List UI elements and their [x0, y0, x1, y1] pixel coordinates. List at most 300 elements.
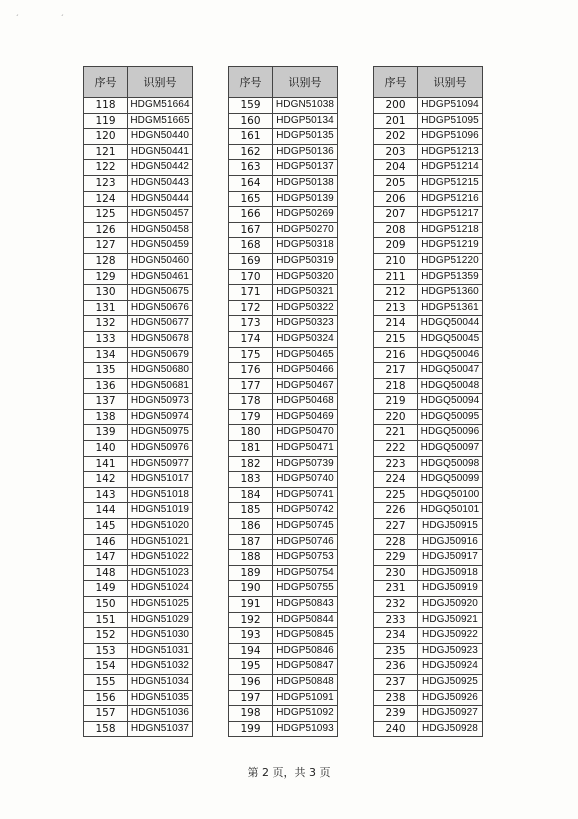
- seq-cell: 179: [229, 409, 273, 425]
- code-cell: HDGN51030: [128, 628, 193, 644]
- code-cell: HDGQ50099: [418, 472, 483, 488]
- code-cell: HDGN50681: [128, 378, 193, 394]
- header-seq: 序号: [84, 67, 128, 98]
- header-code: 识别号: [418, 67, 483, 98]
- seq-cell: 193: [229, 628, 273, 644]
- table-row: [229, 191, 338, 207]
- code-cell: HDGP50322: [273, 300, 338, 316]
- seq-cell: 189: [229, 565, 273, 581]
- code-cell: HDGN51022: [128, 550, 193, 566]
- code-cell: HDGJ50918: [418, 565, 483, 581]
- table-row: [229, 269, 338, 285]
- seq-cell: 127: [84, 238, 128, 254]
- code-cell: HDGN51031: [128, 643, 193, 659]
- seq-cell: 226: [374, 503, 418, 519]
- table-row: [374, 519, 483, 535]
- table-row: [229, 612, 338, 628]
- table-row: [84, 456, 193, 472]
- seq-cell: 209: [374, 238, 418, 254]
- code-cell: HDGJ50917: [418, 550, 483, 566]
- seq-cell: 201: [374, 113, 418, 129]
- code-cell: HDGP50466: [273, 363, 338, 379]
- seq-cell: 198: [229, 706, 273, 722]
- table-row: [374, 316, 483, 332]
- code-cell: HDGP51215: [418, 175, 483, 191]
- table-row: [84, 285, 193, 301]
- table-row: [84, 690, 193, 706]
- seq-cell: 216: [374, 347, 418, 363]
- table-row: [84, 269, 193, 285]
- seq-cell: 169: [229, 253, 273, 269]
- seq-cell: 228: [374, 534, 418, 550]
- seq-cell: 240: [374, 721, 418, 737]
- seq-cell: 138: [84, 409, 128, 425]
- table-row: [374, 503, 483, 519]
- code-cell: HDGN51020: [128, 519, 193, 535]
- code-cell: HDGJ50928: [418, 721, 483, 737]
- table-row: [229, 597, 338, 613]
- code-cell: HDGJ50915: [418, 519, 483, 535]
- table-row: [84, 659, 193, 675]
- table-row: [229, 175, 338, 191]
- table-row: [229, 628, 338, 644]
- table-row: [84, 175, 193, 191]
- table-row: [229, 674, 338, 690]
- code-cell: HDGP50746: [273, 534, 338, 550]
- table-row: [84, 191, 193, 207]
- table-row: [229, 144, 338, 160]
- seq-cell: 194: [229, 643, 273, 659]
- seq-cell: 217: [374, 363, 418, 379]
- seq-cell: 149: [84, 581, 128, 597]
- seq-cell: 125: [84, 207, 128, 223]
- code-cell: HDGP51093: [273, 721, 338, 737]
- table-row: [374, 409, 483, 425]
- table-row: [229, 690, 338, 706]
- seq-cell: 219: [374, 394, 418, 410]
- table-row: [229, 706, 338, 722]
- code-cell: HDGQ50046: [418, 347, 483, 363]
- seq-cell: 137: [84, 394, 128, 410]
- seq-cell: 158: [84, 721, 128, 737]
- seq-cell: 170: [229, 269, 273, 285]
- table-row: [229, 550, 338, 566]
- table-row: [229, 347, 338, 363]
- seq-cell: 233: [374, 612, 418, 628]
- table-row: [84, 331, 193, 347]
- seq-cell: 148: [84, 565, 128, 581]
- table-row: [84, 409, 193, 425]
- seq-cell: 167: [229, 222, 273, 238]
- code-cell: HDGP50136: [273, 144, 338, 160]
- seq-cell: 199: [229, 721, 273, 737]
- table-row: [374, 160, 483, 176]
- table-row: [374, 674, 483, 690]
- code-cell: HDGN51032: [128, 659, 193, 675]
- table-row: [84, 612, 193, 628]
- code-cell: HDGQ50096: [418, 425, 483, 441]
- seq-cell: 236: [374, 659, 418, 675]
- seq-cell: 154: [84, 659, 128, 675]
- table-row: [374, 659, 483, 675]
- code-cell: HDGQ50100: [418, 487, 483, 503]
- code-cell: HDGN50461: [128, 269, 193, 285]
- code-cell: HDGP50847: [273, 659, 338, 675]
- seq-cell: 215: [374, 331, 418, 347]
- code-cell: HDGJ50916: [418, 534, 483, 550]
- code-cell: HDGN50977: [128, 456, 193, 472]
- header-seq: 序号: [374, 67, 418, 98]
- seq-cell: 174: [229, 331, 273, 347]
- code-cell: HDGP50135: [273, 129, 338, 145]
- code-cell: HDGP50755: [273, 581, 338, 597]
- seq-cell: 218: [374, 378, 418, 394]
- code-cell: HDGN50676: [128, 300, 193, 316]
- code-cell: HDGP50753: [273, 550, 338, 566]
- seq-cell: 182: [229, 456, 273, 472]
- seq-cell: 178: [229, 394, 273, 410]
- seq-cell: 162: [229, 144, 273, 160]
- seq-cell: 121: [84, 144, 128, 160]
- table-row: [84, 597, 193, 613]
- table-row: [374, 456, 483, 472]
- page-footer: 第 2 页，共 3 页: [247, 766, 331, 779]
- table-row: [374, 191, 483, 207]
- table-row: [374, 581, 483, 597]
- seq-cell: 237: [374, 674, 418, 690]
- seq-cell: 221: [374, 425, 418, 441]
- table-row: [229, 222, 338, 238]
- table-row: [229, 425, 338, 441]
- seq-cell: 166: [229, 207, 273, 223]
- table-row: [84, 441, 193, 457]
- seq-cell: 180: [229, 425, 273, 441]
- table-row: [374, 534, 483, 550]
- table-row: [374, 550, 483, 566]
- table-row: [229, 238, 338, 254]
- code-cell: HDGP50465: [273, 347, 338, 363]
- table-row: [229, 643, 338, 659]
- seq-cell: 202: [374, 129, 418, 145]
- code-cell: HDGP50324: [273, 331, 338, 347]
- table-row: [229, 456, 338, 472]
- table-row: [374, 472, 483, 488]
- table-row: [229, 300, 338, 316]
- table-row: [374, 222, 483, 238]
- table-row: [84, 160, 193, 176]
- table-row: [374, 98, 483, 114]
- seq-cell: 123: [84, 175, 128, 191]
- table-row: [374, 285, 483, 301]
- table-row: [84, 207, 193, 223]
- seq-cell: 145: [84, 519, 128, 535]
- seq-cell: 164: [229, 175, 273, 191]
- code-cell: HDGQ50097: [418, 441, 483, 457]
- seq-cell: 160: [229, 113, 273, 129]
- table-row: [374, 597, 483, 613]
- seq-cell: 173: [229, 316, 273, 332]
- code-cell: HDGN51029: [128, 612, 193, 628]
- code-cell: HDGQ50094: [418, 394, 483, 410]
- code-cell: HDGQ50095: [418, 409, 483, 425]
- seq-cell: 130: [84, 285, 128, 301]
- table-row: [84, 643, 193, 659]
- code-cell: HDGN50457: [128, 207, 193, 223]
- seq-cell: 135: [84, 363, 128, 379]
- code-cell: HDGP50138: [273, 175, 338, 191]
- code-cell: HDGP50468: [273, 394, 338, 410]
- code-cell: HDGJ50926: [418, 690, 483, 706]
- table-row: [84, 129, 193, 145]
- table-row: [229, 581, 338, 597]
- code-cell: HDGP50323: [273, 316, 338, 332]
- table-row: [229, 331, 338, 347]
- code-cell: HDGM51665: [128, 113, 193, 129]
- code-cell: HDGP50321: [273, 285, 338, 301]
- code-cell: HDGN51036: [128, 706, 193, 722]
- header-seq: 序号: [229, 67, 273, 98]
- seq-cell: 146: [84, 534, 128, 550]
- code-cell: HDGP51360: [418, 285, 483, 301]
- table-row: [84, 363, 193, 379]
- code-cell: HDGP50471: [273, 441, 338, 457]
- code-cell: HDGP51217: [418, 207, 483, 223]
- code-cell: HDGQ50045: [418, 331, 483, 347]
- table-row: [84, 581, 193, 597]
- code-cell: HDGN50443: [128, 175, 193, 191]
- code-cell: HDGN51021: [128, 534, 193, 550]
- table-row: [374, 487, 483, 503]
- seq-cell: 120: [84, 129, 128, 145]
- table-row: [229, 394, 338, 410]
- code-cell: HDGP50269: [273, 207, 338, 223]
- code-cell: HDGN51017: [128, 472, 193, 488]
- code-cell: HDGP51094: [418, 98, 483, 114]
- table-row: [374, 300, 483, 316]
- code-cell: HDGP51095: [418, 113, 483, 129]
- code-cell: HDGP50848: [273, 674, 338, 690]
- seq-cell: 165: [229, 191, 273, 207]
- code-cell: HDGP50319: [273, 253, 338, 269]
- code-cell: HDGM51664: [128, 98, 193, 114]
- code-cell: HDGP50740: [273, 472, 338, 488]
- code-cell: HDGJ50919: [418, 581, 483, 597]
- seq-cell: 134: [84, 347, 128, 363]
- seq-cell: 185: [229, 503, 273, 519]
- seq-cell: 200: [374, 98, 418, 114]
- table-row: [229, 409, 338, 425]
- seq-cell: 203: [374, 144, 418, 160]
- table-row: [229, 378, 338, 394]
- seq-cell: 239: [374, 706, 418, 722]
- seq-cell: 214: [374, 316, 418, 332]
- seq-cell: 136: [84, 378, 128, 394]
- table-row: [229, 253, 338, 269]
- table-row: [229, 565, 338, 581]
- code-cell: HDGP51213: [418, 144, 483, 160]
- table-row: [229, 487, 338, 503]
- seq-cell: 230: [374, 565, 418, 581]
- table-row: [84, 144, 193, 160]
- seq-cell: 225: [374, 487, 418, 503]
- code-cell: HDGP50843: [273, 597, 338, 613]
- id-table-3: [373, 66, 483, 737]
- code-cell: HDGP50318: [273, 238, 338, 254]
- seq-cell: 227: [374, 519, 418, 535]
- code-cell: HDGJ50923: [418, 643, 483, 659]
- table-row: [84, 238, 193, 254]
- table-row: [374, 144, 483, 160]
- seq-cell: 190: [229, 581, 273, 597]
- id-table-1: [83, 66, 193, 737]
- code-cell: HDGN50442: [128, 160, 193, 176]
- seq-cell: 161: [229, 129, 273, 145]
- code-cell: HDGP50742: [273, 503, 338, 519]
- code-cell: HDGP51091: [273, 690, 338, 706]
- code-cell: HDGJ50925: [418, 674, 483, 690]
- code-cell: HDGP50270: [273, 222, 338, 238]
- table-row: [374, 441, 483, 457]
- table-row: [374, 347, 483, 363]
- code-cell: HDGP50469: [273, 409, 338, 425]
- seq-cell: 172: [229, 300, 273, 316]
- seq-cell: 163: [229, 160, 273, 176]
- code-cell: HDGN50459: [128, 238, 193, 254]
- code-cell: HDGN51024: [128, 581, 193, 597]
- seq-cell: 183: [229, 472, 273, 488]
- table-row: [374, 363, 483, 379]
- table-row: [84, 300, 193, 316]
- code-cell: HDGP51359: [418, 269, 483, 285]
- table-row: [229, 721, 338, 737]
- table-row: [229, 363, 338, 379]
- code-cell: HDGN51018: [128, 487, 193, 503]
- table-row: [84, 425, 193, 441]
- code-cell: HDGQ50048: [418, 378, 483, 394]
- seq-cell: 205: [374, 175, 418, 191]
- seq-cell: 234: [374, 628, 418, 644]
- seq-cell: 119: [84, 113, 128, 129]
- table-row: [84, 487, 193, 503]
- seq-cell: 143: [84, 487, 128, 503]
- seq-cell: 195: [229, 659, 273, 675]
- seq-cell: 153: [84, 643, 128, 659]
- code-cell: HDGN50973: [128, 394, 193, 410]
- seq-cell: 144: [84, 503, 128, 519]
- seq-cell: 150: [84, 597, 128, 613]
- header-code: 识别号: [273, 67, 338, 98]
- seq-cell: 186: [229, 519, 273, 535]
- seq-cell: 181: [229, 441, 273, 457]
- code-cell: HDGN51037: [128, 721, 193, 737]
- table-row: [374, 643, 483, 659]
- seq-cell: 151: [84, 612, 128, 628]
- seq-cell: 128: [84, 253, 128, 269]
- seq-cell: 232: [374, 597, 418, 613]
- seq-cell: 231: [374, 581, 418, 597]
- table-row: [84, 113, 193, 129]
- table-row: [374, 378, 483, 394]
- table-row: [84, 519, 193, 535]
- seq-cell: 141: [84, 456, 128, 472]
- seq-cell: 206: [374, 191, 418, 207]
- seq-cell: 192: [229, 612, 273, 628]
- id-table-2: [228, 66, 338, 737]
- table-row: [374, 425, 483, 441]
- code-cell: HDGN50440: [128, 129, 193, 145]
- code-cell: HDGP51214: [418, 160, 483, 176]
- seq-cell: 126: [84, 222, 128, 238]
- table-row: [229, 285, 338, 301]
- seq-cell: 197: [229, 690, 273, 706]
- table-row: [229, 472, 338, 488]
- code-cell: HDGP50844: [273, 612, 338, 628]
- code-cell: HDGN51023: [128, 565, 193, 581]
- code-cell: HDGN50675: [128, 285, 193, 301]
- table-row: [84, 534, 193, 550]
- table-row: [374, 238, 483, 254]
- seq-cell: 213: [374, 300, 418, 316]
- code-cell: HDGN50460: [128, 253, 193, 269]
- code-cell: HDGP51219: [418, 238, 483, 254]
- table-row: [84, 98, 193, 114]
- seq-cell: 238: [374, 690, 418, 706]
- table-row: [374, 207, 483, 223]
- code-cell: HDGN50974: [128, 409, 193, 425]
- table-row: [374, 269, 483, 285]
- code-cell: HDGQ50047: [418, 363, 483, 379]
- code-cell: HDGN50677: [128, 316, 193, 332]
- seq-cell: 171: [229, 285, 273, 301]
- seq-cell: 229: [374, 550, 418, 566]
- table-row: [374, 721, 483, 737]
- code-cell: HDGP50139: [273, 191, 338, 207]
- table-row: [84, 565, 193, 581]
- seq-cell: 191: [229, 597, 273, 613]
- code-cell: HDGN51019: [128, 503, 193, 519]
- table-row: [229, 160, 338, 176]
- code-cell: HDGN51025: [128, 597, 193, 613]
- code-cell: HDGP50845: [273, 628, 338, 644]
- code-cell: HDGN50458: [128, 222, 193, 238]
- table-row: [84, 550, 193, 566]
- seq-cell: 147: [84, 550, 128, 566]
- seq-cell: 177: [229, 378, 273, 394]
- code-cell: HDGP51361: [418, 300, 483, 316]
- table-row: [84, 503, 193, 519]
- table-row: [374, 690, 483, 706]
- seq-cell: 184: [229, 487, 273, 503]
- seq-cell: 188: [229, 550, 273, 566]
- seq-cell: 159: [229, 98, 273, 114]
- table-row: [84, 472, 193, 488]
- code-cell: HDGP50741: [273, 487, 338, 503]
- table-row: [229, 441, 338, 457]
- code-cell: HDGP50137: [273, 160, 338, 176]
- table-row: [229, 129, 338, 145]
- code-cell: HDGN51038: [273, 98, 338, 114]
- seq-cell: 140: [84, 441, 128, 457]
- table-row: [229, 659, 338, 675]
- table-row: [374, 565, 483, 581]
- table-row: [84, 316, 193, 332]
- table-row: [229, 98, 338, 114]
- seq-cell: 210: [374, 253, 418, 269]
- table-row: [229, 519, 338, 535]
- code-cell: HDGP50754: [273, 565, 338, 581]
- table-row: [84, 721, 193, 737]
- code-cell: HDGP50846: [273, 643, 338, 659]
